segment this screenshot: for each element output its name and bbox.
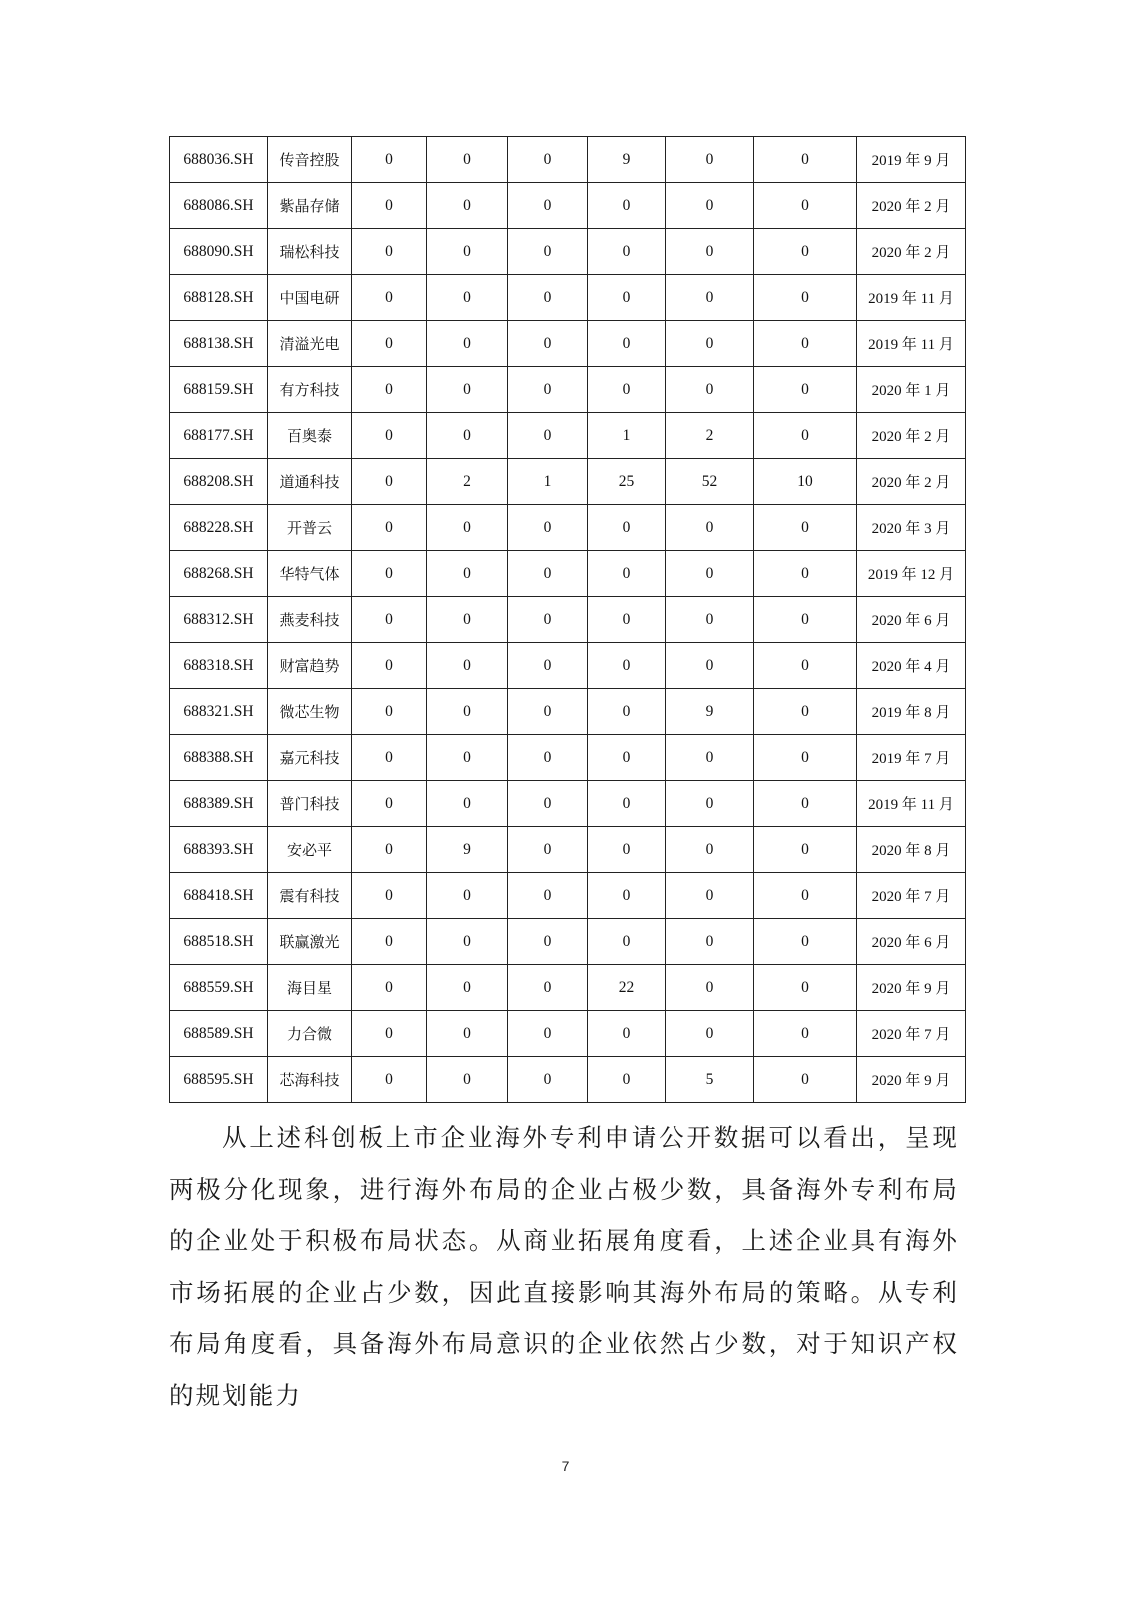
count-cell-3: 0: [508, 873, 588, 919]
listing-date-cell: 2019 年 11 月: [857, 321, 966, 367]
count-cell-2: 0: [427, 551, 508, 597]
listing-date-cell: 2019 年 9 月: [857, 137, 966, 183]
count-cell-4: 0: [588, 229, 666, 275]
count-cell-2: 0: [427, 597, 508, 643]
company-name-cell: 联赢激光: [268, 919, 352, 965]
count-cell-6: 0: [754, 183, 857, 229]
listing-date-cell: 2019 年 11 月: [857, 275, 966, 321]
stock-code-cell: 688518.SH: [170, 919, 268, 965]
count-cell-4: 0: [588, 505, 666, 551]
stock-code-cell: 688208.SH: [170, 459, 268, 505]
count-cell-5: 9: [666, 689, 754, 735]
company-name-cell: 道通科技: [268, 459, 352, 505]
listing-date-cell: 2020 年 1 月: [857, 367, 966, 413]
table-row: [170, 965, 966, 1011]
table-row: [170, 459, 966, 505]
table-row: [170, 689, 966, 735]
listing-date-cell: 2020 年 6 月: [857, 919, 966, 965]
table-row: [170, 735, 966, 781]
stock-code-cell: 688418.SH: [170, 873, 268, 919]
count-cell-1: 0: [352, 965, 427, 1011]
listing-date-cell: 2019 年 7 月: [857, 735, 966, 781]
company-name-cell: 传音控股: [268, 137, 352, 183]
table-row: [170, 321, 966, 367]
count-cell-5: 0: [666, 551, 754, 597]
count-cell-5: 0: [666, 919, 754, 965]
count-cell-4: 9: [588, 137, 666, 183]
count-cell-1: 0: [352, 413, 427, 459]
count-cell-1: 0: [352, 505, 427, 551]
table-row: [170, 1057, 966, 1103]
stock-code-cell: 688138.SH: [170, 321, 268, 367]
count-cell-5: 0: [666, 643, 754, 689]
company-name-cell: 有方科技: [268, 367, 352, 413]
count-cell-3: 0: [508, 965, 588, 1011]
count-cell-2: 0: [427, 965, 508, 1011]
listing-date-cell: 2020 年 9 月: [857, 1057, 966, 1103]
count-cell-6: 0: [754, 321, 857, 367]
count-cell-6: 0: [754, 735, 857, 781]
count-cell-5: 0: [666, 781, 754, 827]
count-cell-1: 0: [352, 551, 427, 597]
count-cell-2: 0: [427, 137, 508, 183]
count-cell-4: 0: [588, 1011, 666, 1057]
count-cell-1: 0: [352, 781, 427, 827]
table-row: [170, 1011, 966, 1057]
count-cell-5: 52: [666, 459, 754, 505]
count-cell-6: 0: [754, 275, 857, 321]
count-cell-1: 0: [352, 321, 427, 367]
listing-date-cell: 2020 年 2 月: [857, 459, 966, 505]
stock-code-cell: 688036.SH: [170, 137, 268, 183]
table-row: [170, 597, 966, 643]
count-cell-6: 0: [754, 551, 857, 597]
count-cell-6: 0: [754, 827, 857, 873]
count-cell-2: 0: [427, 781, 508, 827]
count-cell-3: 0: [508, 735, 588, 781]
table-row: [170, 505, 966, 551]
count-cell-6: 0: [754, 137, 857, 183]
count-cell-1: 0: [352, 229, 427, 275]
count-cell-2: 0: [427, 229, 508, 275]
count-cell-2: 0: [427, 1057, 508, 1103]
count-cell-2: 9: [427, 827, 508, 873]
count-cell-1: 0: [352, 183, 427, 229]
count-cell-5: 0: [666, 137, 754, 183]
company-name-cell: 芯海科技: [268, 1057, 352, 1103]
count-cell-2: 0: [427, 1011, 508, 1057]
listing-date-cell: 2020 年 2 月: [857, 413, 966, 459]
company-name-cell: 震有科技: [268, 873, 352, 919]
count-cell-4: 0: [588, 643, 666, 689]
company-name-cell: 普门科技: [268, 781, 352, 827]
count-cell-4: 1: [588, 413, 666, 459]
count-cell-1: 0: [352, 643, 427, 689]
count-cell-3: 0: [508, 781, 588, 827]
stock-code-cell: 688268.SH: [170, 551, 268, 597]
count-cell-3: 0: [508, 367, 588, 413]
count-cell-4: 0: [588, 597, 666, 643]
listing-date-cell: 2019 年 8 月: [857, 689, 966, 735]
count-cell-4: 0: [588, 781, 666, 827]
count-cell-3: 0: [508, 1057, 588, 1103]
count-cell-1: 0: [352, 827, 427, 873]
stock-code-cell: 688086.SH: [170, 183, 268, 229]
count-cell-1: 0: [352, 919, 427, 965]
count-cell-3: 0: [508, 919, 588, 965]
count-cell-2: 0: [427, 873, 508, 919]
company-name-cell: 安必平: [268, 827, 352, 873]
count-cell-4: 0: [588, 919, 666, 965]
count-cell-6: 0: [754, 1057, 857, 1103]
table-row: [170, 919, 966, 965]
count-cell-1: 0: [352, 459, 427, 505]
listing-date-cell: 2019 年 12 月: [857, 551, 966, 597]
table-row: [170, 873, 966, 919]
table-body: [170, 137, 966, 1103]
count-cell-2: 0: [427, 321, 508, 367]
count-cell-1: 0: [352, 367, 427, 413]
table-row: [170, 781, 966, 827]
company-name-cell: 瑞松科技: [268, 229, 352, 275]
count-cell-3: 0: [508, 551, 588, 597]
count-cell-6: 0: [754, 505, 857, 551]
count-cell-6: 0: [754, 965, 857, 1011]
table-row: [170, 367, 966, 413]
table-row: [170, 137, 966, 183]
count-cell-5: 0: [666, 183, 754, 229]
listing-date-cell: 2020 年 6 月: [857, 597, 966, 643]
count-cell-1: 0: [352, 735, 427, 781]
count-cell-6: 0: [754, 873, 857, 919]
count-cell-2: 0: [427, 413, 508, 459]
count-cell-4: 0: [588, 689, 666, 735]
count-cell-5: 2: [666, 413, 754, 459]
count-cell-3: 0: [508, 597, 588, 643]
stock-code-cell: 688312.SH: [170, 597, 268, 643]
stock-code-cell: 688318.SH: [170, 643, 268, 689]
count-cell-5: 0: [666, 229, 754, 275]
count-cell-3: 0: [508, 321, 588, 367]
count-cell-3: 0: [508, 643, 588, 689]
count-cell-4: 0: [588, 1057, 666, 1103]
count-cell-4: 0: [588, 873, 666, 919]
count-cell-3: 0: [508, 827, 588, 873]
count-cell-5: 0: [666, 1011, 754, 1057]
stock-code-cell: 688595.SH: [170, 1057, 268, 1103]
listing-date-cell: 2020 年 7 月: [857, 1011, 966, 1057]
count-cell-3: 0: [508, 229, 588, 275]
count-cell-3: 0: [508, 505, 588, 551]
count-cell-4: 0: [588, 367, 666, 413]
company-name-cell: 微芯生物: [268, 689, 352, 735]
count-cell-6: 0: [754, 1011, 857, 1057]
count-cell-1: 0: [352, 137, 427, 183]
count-cell-3: 0: [508, 275, 588, 321]
stock-code-cell: 688321.SH: [170, 689, 268, 735]
count-cell-1: 0: [352, 597, 427, 643]
count-cell-4: 0: [588, 827, 666, 873]
count-cell-3: 0: [508, 183, 588, 229]
count-cell-6: 0: [754, 413, 857, 459]
company-name-cell: 中国电研: [268, 275, 352, 321]
count-cell-4: 25: [588, 459, 666, 505]
count-cell-5: 0: [666, 597, 754, 643]
table-row: [170, 551, 966, 597]
count-cell-3: 0: [508, 137, 588, 183]
stock-code-cell: 688393.SH: [170, 827, 268, 873]
company-name-cell: 嘉元科技: [268, 735, 352, 781]
count-cell-1: 0: [352, 1011, 427, 1057]
stock-code-cell: 688388.SH: [170, 735, 268, 781]
count-cell-5: 5: [666, 1057, 754, 1103]
stock-code-cell: 688090.SH: [170, 229, 268, 275]
count-cell-6: 0: [754, 229, 857, 275]
company-name-cell: 华特气体: [268, 551, 352, 597]
count-cell-2: 0: [427, 275, 508, 321]
count-cell-2: 0: [427, 735, 508, 781]
listing-date-cell: 2020 年 4 月: [857, 643, 966, 689]
company-name-cell: 清溢光电: [268, 321, 352, 367]
count-cell-2: 0: [427, 505, 508, 551]
count-cell-5: 0: [666, 275, 754, 321]
count-cell-6: 0: [754, 689, 857, 735]
table-row: [170, 275, 966, 321]
count-cell-5: 0: [666, 505, 754, 551]
count-cell-4: 22: [588, 965, 666, 1011]
listing-date-cell: 2020 年 8 月: [857, 827, 966, 873]
count-cell-2: 0: [427, 919, 508, 965]
patent-data-table: [169, 136, 966, 1103]
company-name-cell: 海目星: [268, 965, 352, 1011]
listing-date-cell: 2020 年 2 月: [857, 183, 966, 229]
count-cell-4: 0: [588, 183, 666, 229]
count-cell-2: 0: [427, 643, 508, 689]
count-cell-3: 0: [508, 413, 588, 459]
count-cell-3: 1: [508, 459, 588, 505]
count-cell-2: 2: [427, 459, 508, 505]
count-cell-6: 0: [754, 919, 857, 965]
count-cell-6: 0: [754, 643, 857, 689]
stock-code-cell: 688159.SH: [170, 367, 268, 413]
company-name-cell: 百奥泰: [268, 413, 352, 459]
count-cell-1: 0: [352, 873, 427, 919]
count-cell-2: 0: [427, 183, 508, 229]
count-cell-1: 0: [352, 1057, 427, 1103]
stock-code-cell: 688559.SH: [170, 965, 268, 1011]
count-cell-5: 0: [666, 321, 754, 367]
listing-date-cell: 2020 年 2 月: [857, 229, 966, 275]
table-row: [170, 413, 966, 459]
table-row: [170, 183, 966, 229]
count-cell-2: 0: [427, 689, 508, 735]
stock-code-cell: 688228.SH: [170, 505, 268, 551]
stock-code-cell: 688128.SH: [170, 275, 268, 321]
count-cell-1: 0: [352, 689, 427, 735]
count-cell-6: 0: [754, 597, 857, 643]
count-cell-5: 0: [666, 873, 754, 919]
count-cell-5: 0: [666, 965, 754, 1011]
count-cell-3: 0: [508, 689, 588, 735]
count-cell-6: 0: [754, 781, 857, 827]
company-name-cell: 紫晶存储: [268, 183, 352, 229]
count-cell-2: 0: [427, 367, 508, 413]
body-paragraph: 从上述科创板上市企业海外专利申请公开数据可以看出，呈现两极分化现象，进行海外布局的企业占极少数，具备海外专利布局的企业处于积极布局状态。从商业拓展角度看，上述企业具有海外市场拓展的企业占少数，因此直接影响其海外布局的策略。从专利布局角度看，具备海外布局意识的企业依然占少数，对于知识产权的规划能力: [169, 1123, 959, 1410]
count-cell-5: 0: [666, 827, 754, 873]
company-name-cell: 燕麦科技: [268, 597, 352, 643]
listing-date-cell: 2020 年 3 月: [857, 505, 966, 551]
listing-date-cell: 2020 年 9 月: [857, 965, 966, 1011]
company-name-cell: 财富趋势: [268, 643, 352, 689]
count-cell-6: 10: [754, 459, 857, 505]
count-cell-4: 0: [588, 551, 666, 597]
stock-code-cell: 688177.SH: [170, 413, 268, 459]
listing-date-cell: 2020 年 7 月: [857, 873, 966, 919]
count-cell-5: 0: [666, 735, 754, 781]
count-cell-4: 0: [588, 275, 666, 321]
count-cell-1: 0: [352, 275, 427, 321]
table-row: [170, 643, 966, 689]
listing-date-cell: 2019 年 11 月: [857, 781, 966, 827]
page-number: 7: [561, 1458, 570, 1474]
table-row: [170, 229, 966, 275]
count-cell-4: 0: [588, 321, 666, 367]
table-row: [170, 827, 966, 873]
count-cell-4: 0: [588, 735, 666, 781]
company-name-cell: 开普云: [268, 505, 352, 551]
count-cell-5: 0: [666, 367, 754, 413]
stock-code-cell: 688589.SH: [170, 1011, 268, 1057]
company-name-cell: 力合微: [268, 1011, 352, 1057]
stock-code-cell: 688389.SH: [170, 781, 268, 827]
count-cell-6: 0: [754, 367, 857, 413]
count-cell-3: 0: [508, 1011, 588, 1057]
